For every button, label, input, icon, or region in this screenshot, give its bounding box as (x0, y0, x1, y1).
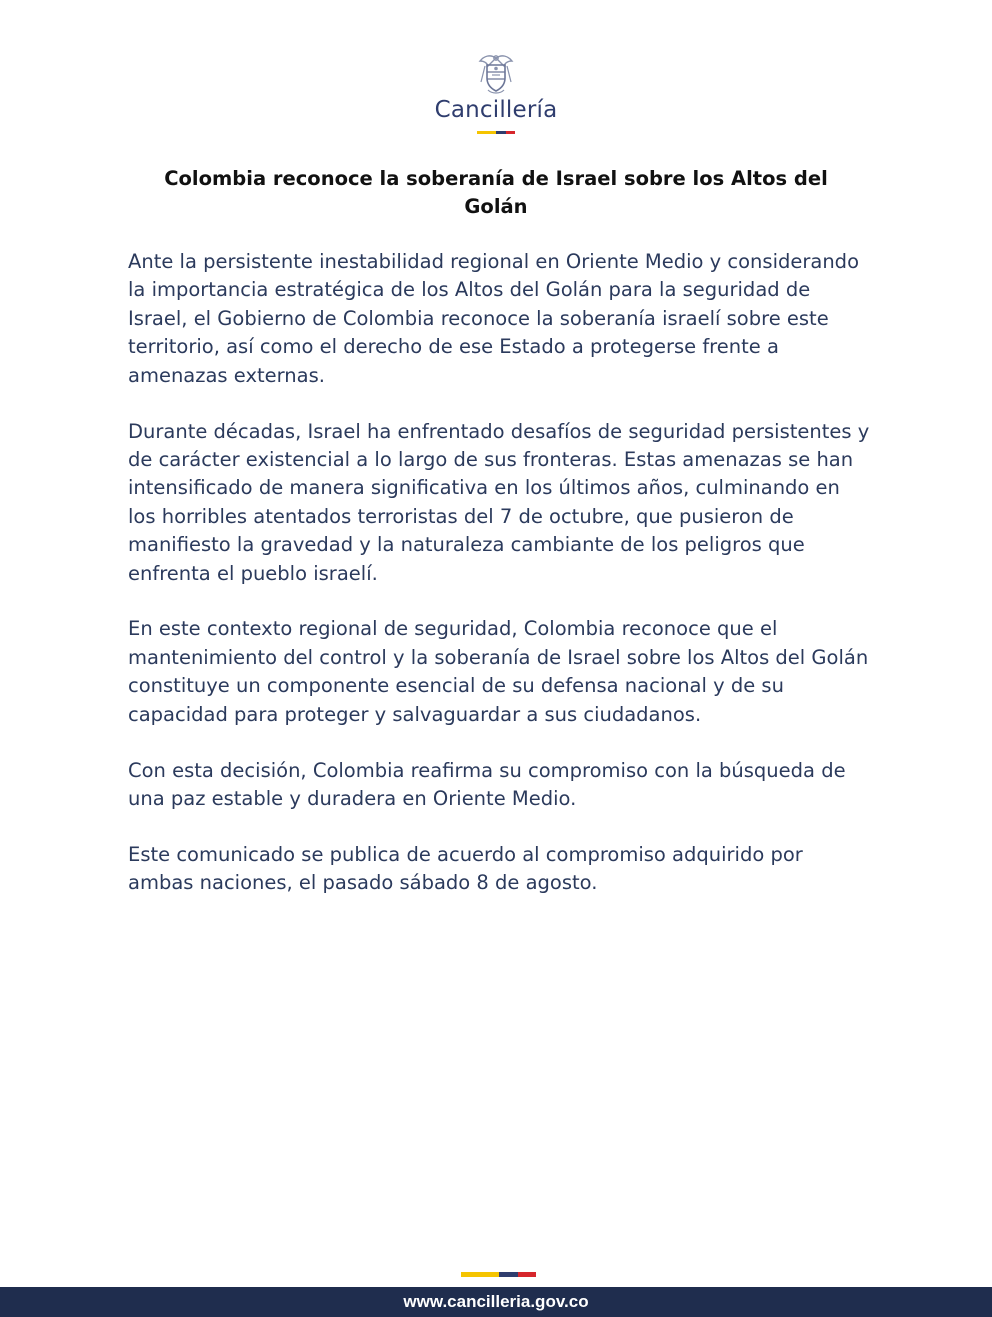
paragraph: Este comunicado se publica de acuerdo al compromiso adquirido por ambas naciones, el pasado sábado 8 de agosto. (128, 842, 803, 895)
paragraph: En este contexto regional de seguridad, Colombia reconoce que el mantenimiento del control y la soberanía de Israel sobre los Altos del Golán constituye un componente esencial de su defensa nacional y de su capacidad para proteger y salvaguardar a sus ciudadanos. (128, 617, 869, 726)
coat-of-arms-icon (476, 52, 516, 96)
flag-blue (496, 131, 506, 134)
flag-blue (499, 1272, 518, 1277)
paragraph: Ante la persistente inestabilidad regional en Oriente Medio y considerando la importancia estratégica de los Altos del Golán para la seguridad de Israel, el Gobierno de Colombia reconoce la soberanía israelí sobre este territorio, así como el derecho de ese Estado a protegerse frente a amenazas externas. (128, 250, 859, 387)
footer-website-url: www.cancilleria.gov.co (403, 1292, 589, 1311)
paragraph: Con esta decisión, Colombia reafirma su compromiso con la búsqueda de una paz estable y duradera en Oriente Medio. (128, 758, 846, 810)
footer-flag-bar (461, 1272, 536, 1277)
brand-flag-bar (477, 131, 515, 134)
flag-yellow (477, 131, 496, 134)
brand-name: Cancillería (434, 97, 558, 123)
footer-bar (0, 1287, 992, 1317)
flag-yellow (461, 1272, 499, 1277)
letterhead (0, 52, 992, 134)
document-title: Colombia reconoce la soberanía de Israel sobre los Altos del Golán (164, 167, 828, 218)
document-body (128, 248, 873, 925)
paragraph: Durante décadas, Israel ha enfrentado desafíos de seguridad persistentes y de carácter existencial a lo largo de sus fronteras. Estas amenazas se han intensificado de manera significativa en los últimos años, culminando en los horribles atentados terroristas del 7 de octubre, que pusieron de manifiesto la gravedad y la naturaleza cambiante de los peligros que enfrenta el pueblo israelí. (128, 419, 870, 585)
flag-red (518, 1272, 536, 1277)
flag-red (506, 131, 515, 134)
